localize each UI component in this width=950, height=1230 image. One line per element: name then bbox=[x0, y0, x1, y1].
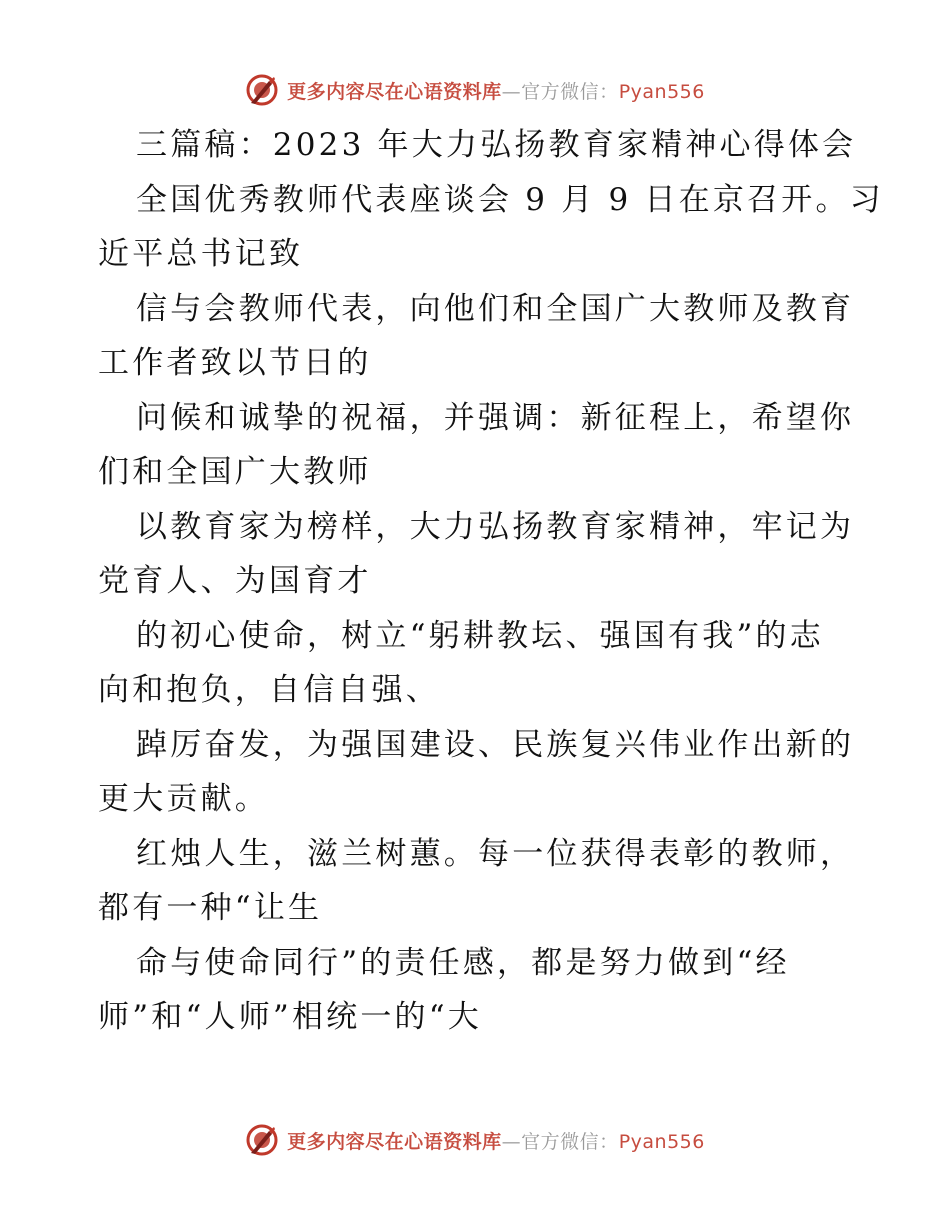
paragraph-line: 以教育家为榜样，大力弘扬教育家精神，牢记为 bbox=[136, 508, 855, 545]
paragraph-line: 信与会教师代表，向他们和全国广大教师及教育 bbox=[136, 290, 855, 327]
paragraph-line: 党育人、为国育才 bbox=[98, 563, 372, 599]
document-body bbox=[98, 118, 884, 1045]
watermark-separator: — bbox=[501, 80, 522, 103]
watermark-separator: — bbox=[501, 1130, 522, 1153]
watermark-official-label: 官方微信： bbox=[521, 1130, 619, 1153]
paragraph-line: 的初心使命，树立“躬耕教坛、强国有我”的志 bbox=[136, 617, 824, 654]
paragraph-line: 更大贡献。 bbox=[98, 781, 269, 817]
document-title: 三篇稿：2023 年大力弘扬教育家精神心得体会 bbox=[136, 127, 857, 163]
paragraph-line: 全国优秀教师代表座谈会 9 月 9 日在京召开。习 bbox=[136, 181, 884, 218]
watermark-main-text: 更多内容尽在心语资料库 bbox=[287, 80, 502, 103]
paragraph-line: 向和抱负，自信自强、 bbox=[98, 672, 440, 708]
red-seal-quill-icon bbox=[245, 1123, 279, 1157]
paragraph-line: 们和全国广大教师 bbox=[98, 454, 372, 490]
paragraph-line: 踔厉奋发，为强国建设、民族复兴伟业作出新的 bbox=[136, 726, 855, 763]
footer-watermark bbox=[0, 1120, 950, 1160]
header-watermark bbox=[0, 70, 950, 110]
paragraph-line: 师”和“人师”相统一的“大 bbox=[98, 999, 482, 1035]
paragraph-line: 近平总书记致 bbox=[98, 236, 304, 272]
red-seal-quill-icon bbox=[245, 73, 279, 107]
watermark-main-text: 更多内容尽在心语资料库 bbox=[287, 1130, 502, 1153]
watermark-wechat-id: Pyan556 bbox=[618, 80, 705, 103]
watermark-text bbox=[287, 77, 705, 104]
paragraph-line: 工作者致以节日的 bbox=[98, 345, 372, 381]
watermark-official-label: 官方微信： bbox=[521, 80, 619, 103]
paragraph-line: 命与使命同行”的责任感，都是努力做到“经 bbox=[136, 944, 790, 981]
paragraph-line: 问候和诚挚的祝福，并强调：新征程上，希望你 bbox=[136, 399, 855, 436]
watermark-text bbox=[287, 1127, 705, 1154]
paragraph-line: 都有一种“让生 bbox=[98, 890, 323, 926]
watermark-wechat-id: Pyan556 bbox=[618, 1130, 705, 1153]
paragraph-line: 红烛人生，滋兰树蕙。每一位获得表彰的教师， bbox=[136, 835, 855, 872]
